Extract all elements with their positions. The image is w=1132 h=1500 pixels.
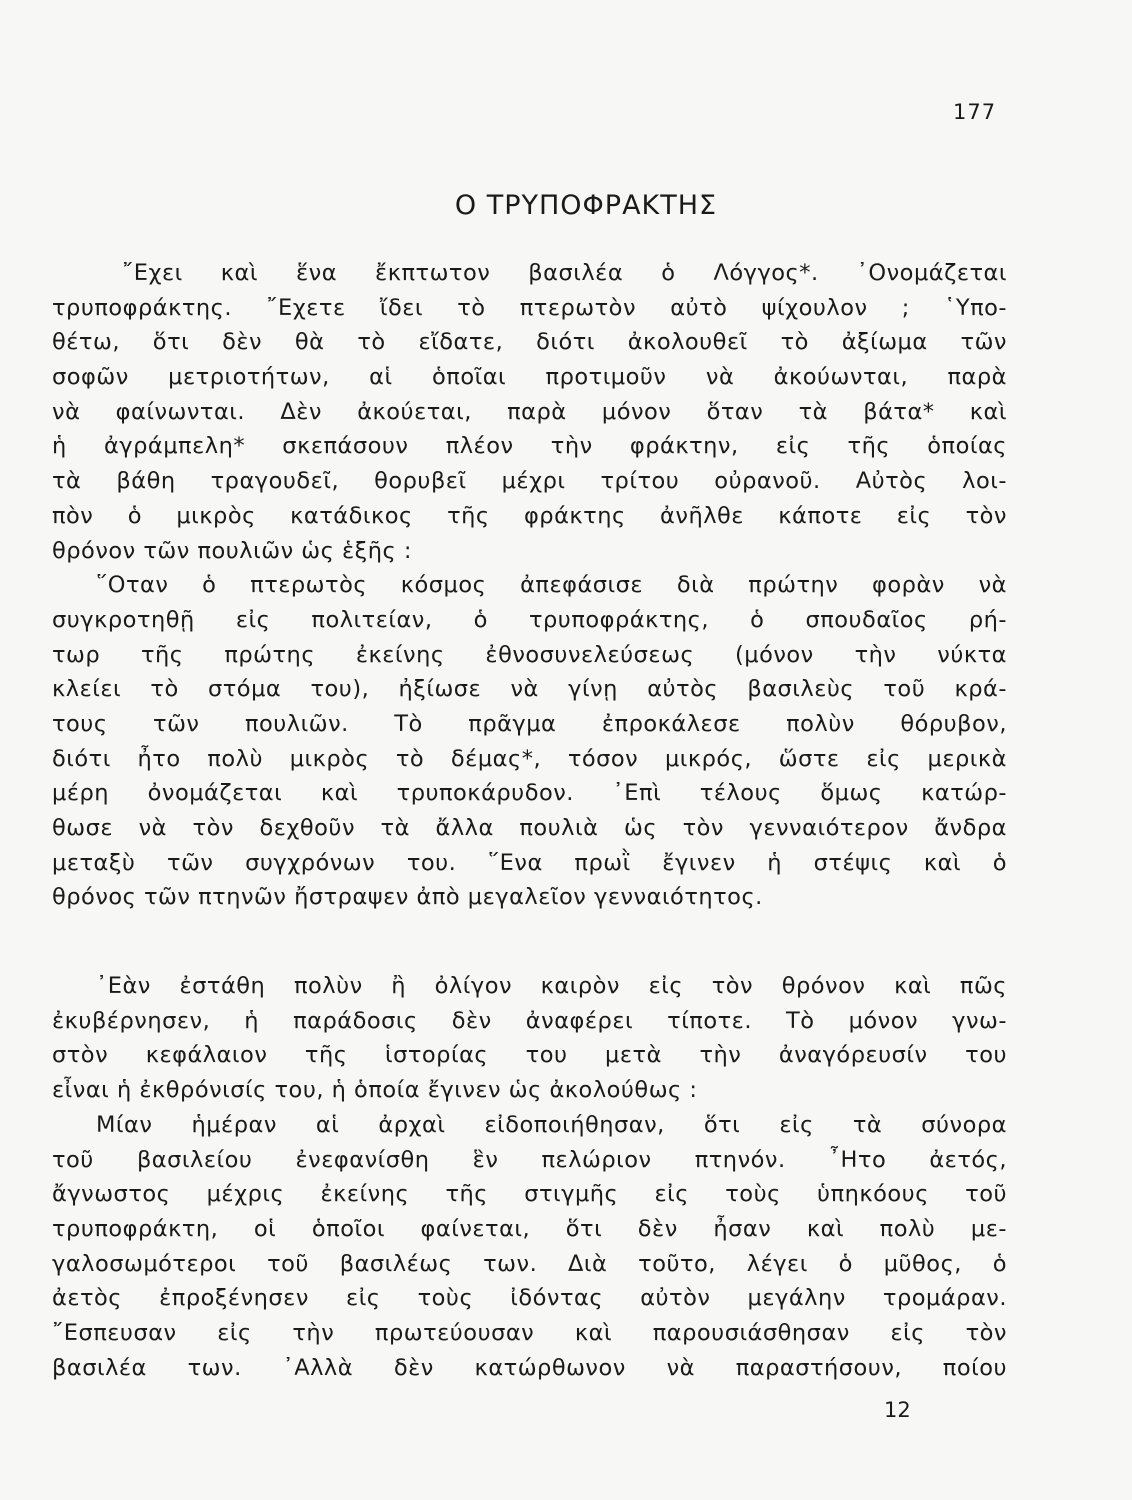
text-line: ἡ ἀγράμπελη* σκεπάσουν πλέον τὴν φράκτην, εἰς τῆς ὁποίας xyxy=(52,433,1007,460)
text-line: βασιλέα των. ᾿Αλλὰ δὲν κατώρθωνον νὰ παραστήσουν, ποίου xyxy=(52,1354,1007,1381)
paragraph xyxy=(52,969,1007,1108)
text-line: πὸν ὁ μικρὸς κατάδικος τῆς φράκτης ἀνῆλθε κάποτε εἰς τὸν xyxy=(52,502,1007,529)
text-line: τους τῶν πουλιῶν. Τὸ πρᾶγμα ἐπροκάλεσε πολὺν θόρυβον, xyxy=(52,710,1007,737)
text-line: διότι ἦτο πολὺ μικρὸς τὸ δέμας*, τόσον μικρός, ὥστε εἰς μερικὰ xyxy=(52,745,1007,772)
text-line: τοῦ βασιλείου ἐνεφανίσθη ἓν πελώριον πτηνόν. ῏Ητο ἀετός, xyxy=(52,1146,1007,1173)
text-line: θωσε νὰ τὸν δεχθοῦν τὰ ἄλλα πουλιὰ ὡς τὸν γενναιότερον ἄνδρα xyxy=(52,815,1007,841)
text-line: στὸν κεφάλαιον τῆς ἱστορίας του μετὰ τὴν ἀναγόρευσίν του xyxy=(52,1042,1007,1069)
chapter-title: Ο ΤΡΥΠΟΦΡΑΚΤΗΣ xyxy=(454,190,718,221)
text-line: τρυποφράκτης. ῎Εχετε ἴδει τὸ πτερωτὸν αὐτὸ ψίχουλον ; ῾Υπο- xyxy=(52,294,1007,321)
text-line: γαλοσωμότεροι τοῦ βασιλέως των. Διὰ τοῦτο, λέγει ὁ μῦθος, ὁ xyxy=(52,1250,1007,1277)
text-line: ἐκυβέρνησεν, ἡ παράδοσις δὲν ἀναφέρει τίποτε. Τὸ μόνον γνω- xyxy=(52,1007,1007,1034)
text-line: θρόνον τῶν πουλιῶν ὡς ἑξῆς : xyxy=(52,537,412,564)
text-line: μέρη ὀνομάζεται καὶ τρυποκάρυδον. ᾿Επὶ τέλους ὅμως κατώρ- xyxy=(52,780,1007,807)
text-line: ῞Οταν ὁ πτερωτὸς κόσμος ἀπεφάσισε διὰ πρώτην φορὰν νὰ xyxy=(96,572,1007,599)
text-line: κλείει τὸ στόμα του), ἠξίωσε νὰ γίνῃ αὐτὸς βασιλεὺς τοῦ κρά- xyxy=(52,676,1007,703)
text-line: εἶναι ἡ ἐκθρόνισίς του, ἡ ὁποία ἔγινεν ὡς ἀκολούθως : xyxy=(52,1077,698,1104)
text-line: ἄγνωστος μέχρις ἐκείνης τῆς στιγμῆς εἰς τοὺς ὑπηκόους τοῦ xyxy=(52,1181,1007,1208)
signature-mark: 12 xyxy=(884,1398,911,1422)
text-line: θρόνος τῶν πτηνῶν ἤστραψεν ἀπὸ μεγαλεῖον γενναιότητος. xyxy=(52,884,763,911)
text-line: τὰ βάθη τραγουδεῖ, θορυβεῖ μέχρι τρίτου οὐρανοῦ. Αὐτὸς λοι- xyxy=(52,468,1007,495)
page-number: 177 xyxy=(953,100,997,124)
text-line: Μίαν ἡμέραν αἱ ἀρχαὶ εἰδοποιήθησαν, ὅτι εἰς τὰ σύνορα xyxy=(96,1111,1007,1138)
body-text xyxy=(52,256,1007,1385)
text-line: ᾿Εὰν ἐστάθη πολὺν ἢ ὀλίγον καιρὸν εἰς τὸν θρόνον καὶ πῶς xyxy=(96,973,1007,1000)
text-line: ῎Εχει καὶ ἕνα ἔκπτωτον βασιλέα ὁ Λόγγος*. ᾿Ονομάζεται xyxy=(122,260,1007,286)
text-line: νὰ φαίνωνται. Δὲν ἀκούεται, παρὰ μόνον ὅταν τὰ βάτα* καὶ xyxy=(52,398,1007,425)
text-line: ἀετὸς ἐπροξένησεν εἰς τοὺς ἰδόντας αὐτὸν μεγάλην τρομάραν. xyxy=(52,1285,1007,1312)
text-line: ῎Εσπευσαν εἰς τὴν πρωτεύουσαν καὶ παρουσιάσθησαν εἰς τὸν xyxy=(52,1319,1007,1346)
text-line: τρυποφράκτη, οἱ ὁποῖοι φαίνεται, ὅτι δὲν ἦσαν καὶ πολὺ με- xyxy=(52,1215,1007,1242)
text-line: τωρ τῆς πρώτης ἐκείνης ἐθνοσυνελεύσεως (μόνον τὴν νύκτα xyxy=(52,641,1007,668)
text-line: μεταξὺ τῶν συγχρόνων του. ῞Ενα πρωῒ ἔγινεν ἡ στέψις καὶ ὁ xyxy=(52,849,1007,876)
paragraph xyxy=(52,568,1007,915)
text-line: συγκροτηθῇ εἰς πολιτείαν, ὁ τρυποφράκτης, ὁ σπουδαῖος ρή- xyxy=(52,606,1007,633)
paragraph xyxy=(52,1108,1007,1386)
paragraph-gap xyxy=(52,915,1007,969)
text-line: θέτω, ὅτι δὲν θὰ τὸ εἴδατε, διότι ἀκολουθεῖ τὸ ἀξίωμα τῶν xyxy=(52,329,1007,356)
text-line: σοφῶν μετριοτήτων, αἱ ὁποῖαι προτιμοῦν νὰ ἀκούωνται, παρὰ xyxy=(52,364,1007,391)
paragraph xyxy=(52,256,1007,568)
